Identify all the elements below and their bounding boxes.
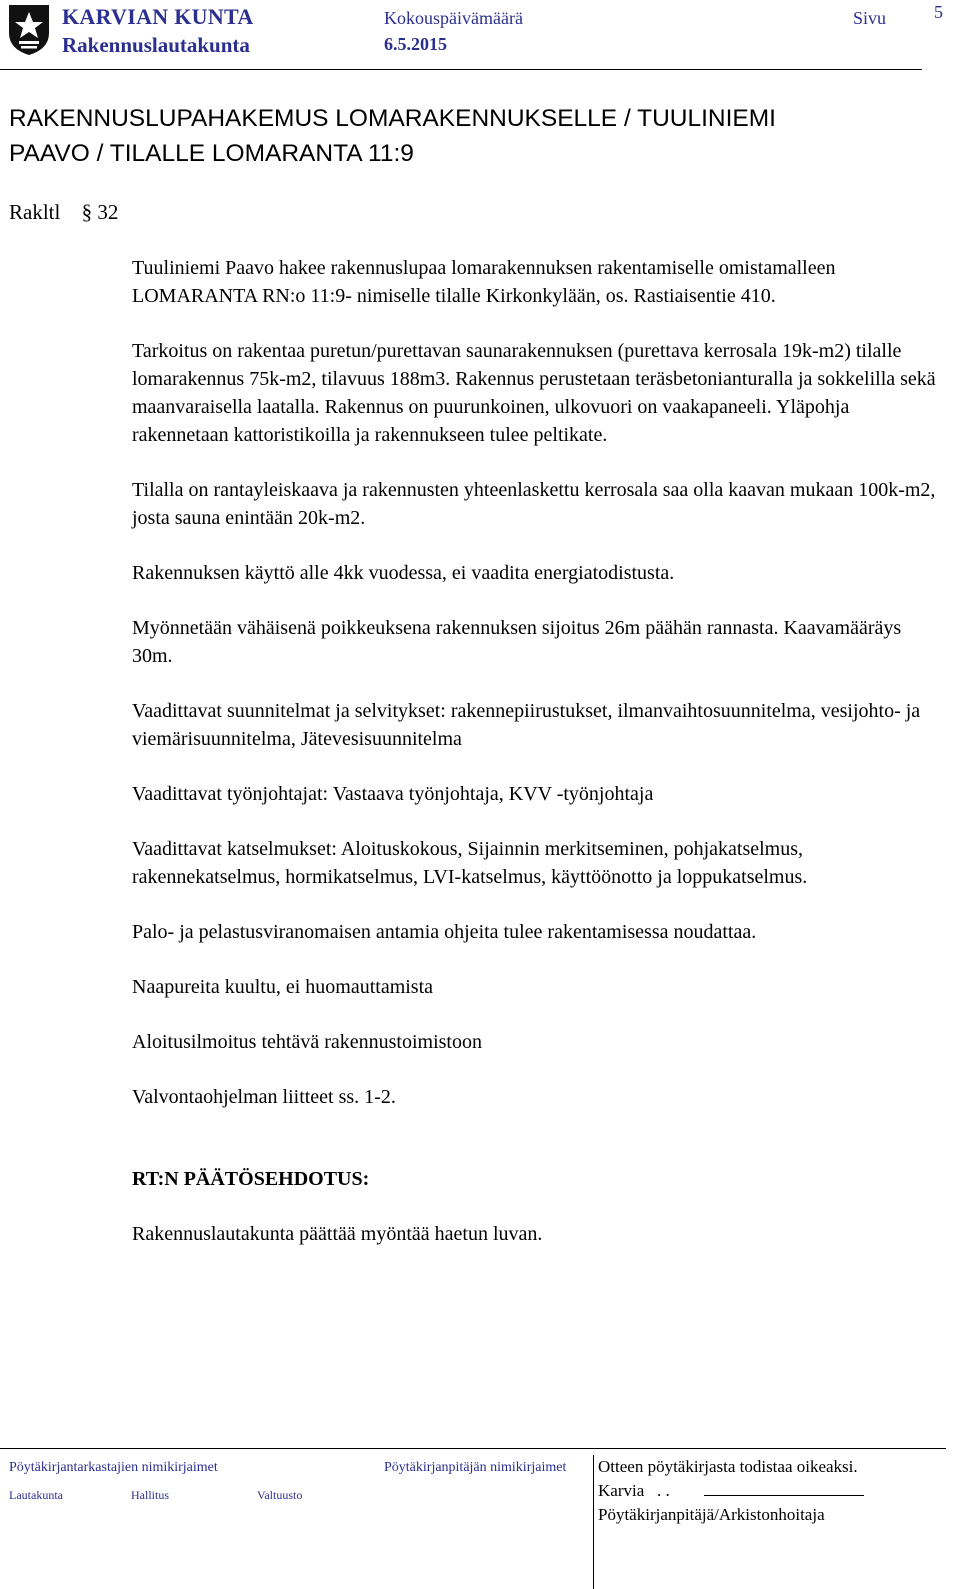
paragraph-energy: Rakennuksen käyttö alle 4kk vuodessa, ei vaadita energiatodistusta. (132, 562, 675, 584)
paragraph-purpose: Tarkoitus on rakentaa puretun/purettavan saunarakennuksen (purettava kerrosala 19k-m2) tilalle lomarakennus 75k-m2, tilavuus 188m3. Rakennus perustetaan teräsbetonianturalla ja sokkelilla sekä maanvaraisella laatalla. Rakennus on puurunkoinen, ulkovuori on vaakapaneeli. Yläpohja rakennetaan kattoristikoilla ja rakennukseen tulee peltikate. (132, 340, 936, 446)
document-body (132, 254, 944, 1275)
meeting-date-label: Kokouspäivämäärä (384, 8, 523, 28)
certificate-box (593, 1455, 938, 1589)
certificate-place-line (598, 1479, 938, 1503)
paragraph-neighbours: Naapureita kuultu, ei huomauttamista (132, 976, 434, 998)
certificate-place: Karvia (598, 1481, 645, 1500)
organization-name: KARVIAN KUNTA (62, 4, 254, 29)
paragraph-application: Tuuliniemi Paavo hakee rakennuslupaa lomarakennuksen rakentamiselle omistamalleen LOMARANTA RN:o 11:9- nimiselle tilalle Kirkonkylään, os. Rastiaisentie 410. (132, 257, 836, 307)
karvia-coat-of-arms-icon (7, 3, 51, 57)
page-label: Sivu (853, 8, 887, 28)
body-hallitus: Hallitus (131, 1488, 169, 1502)
paragraph-zoning: Tilalla on rantayleiskaava ja rakennusten yhteenlaskettu kerrosala saa olla kaavan mukaan 100k-m2, josta sauna enintään 20k-m2. (132, 479, 936, 529)
proposal-heading: RT:N PÄÄTÖSEHDOTUS: (132, 1168, 370, 1190)
page-number: 5 (934, 2, 943, 22)
secretary-signature-label: Pöytäkirjanpitäjän nimikirjaimet (384, 1460, 567, 1475)
section-body: Rakltl (9, 200, 61, 224)
body-lautakunta: Lautakunta (9, 1488, 63, 1502)
signature-line (704, 1481, 864, 1496)
checkers-signature-label: Pöytäkirjantarkastajien nimikirjaimet (9, 1460, 218, 1475)
paragraph-attachments: Valvontaohjelman liitteet ss. 1-2. (132, 1086, 396, 1108)
certificate-statement: Otteen pöytäkirjasta todistaa oikeaksi. (598, 1457, 858, 1476)
paragraph-required-inspections: Vaadittavat katselmukset: Aloituskokous, Sijainnin merkitseminen, pohjakatselmus, rakennekatselmus, hormikatselmus, LVI-katselmus, käyttöönotto ja loppukatselmus. (132, 838, 808, 888)
section-symbol: § (81, 200, 93, 224)
paragraph-exception: Myönnetään vähäisenä poikkeuksena rakennuksen sijoitus 26m päähän rannasta. Kaavamääräys 30m. (132, 617, 902, 667)
certificate-signer: Pöytäkirjanpitäjä/Arkistonhoitaja (598, 1505, 825, 1524)
document-title-line-1: RAKENNUSLUPAHAKEMUS LOMARAKENNUKSELLE / TUULINIEMI (9, 105, 776, 132)
section-reference (9, 200, 118, 225)
proposal-text: Rakennuslautakunta päättää myöntää haetun luvan. (132, 1223, 543, 1245)
meeting-date: 6.5.2015 (384, 34, 447, 54)
document-title-line-2: PAAVO / TILALLE LOMARANTA 11:9 (9, 140, 414, 167)
document-title (9, 101, 949, 171)
header-divider (0, 69, 922, 70)
paragraph-required-supervisors: Vaadittavat työnjohtajat: Vastaava työnjohtaja, KVV -työnjohtaja (132, 783, 654, 805)
footer-divider (0, 1448, 946, 1449)
body-valtuusto: Valtuusto (257, 1488, 303, 1502)
paragraph-start-notice: Aloitusilmoitus tehtävä rakennustoimistoon (132, 1031, 482, 1053)
certificate-date-dots: . . (657, 1481, 670, 1500)
paragraph-required-plans: Vaadittavat suunnitelmat ja selvitykset: rakennepiirustukset, ilmanvaihtosuunnitelma, vesijohto- ja viemärisuunnitelma, Jätevesisuunnitelma (132, 700, 921, 750)
paragraph-fire-safety: Palo- ja pelastusviranomaisen antamia ohjeita tulee rakentamisessa noudattaa. (132, 921, 757, 943)
section-number: 32 (97, 200, 119, 224)
board-name: Rakennuslautakunta (62, 33, 250, 57)
